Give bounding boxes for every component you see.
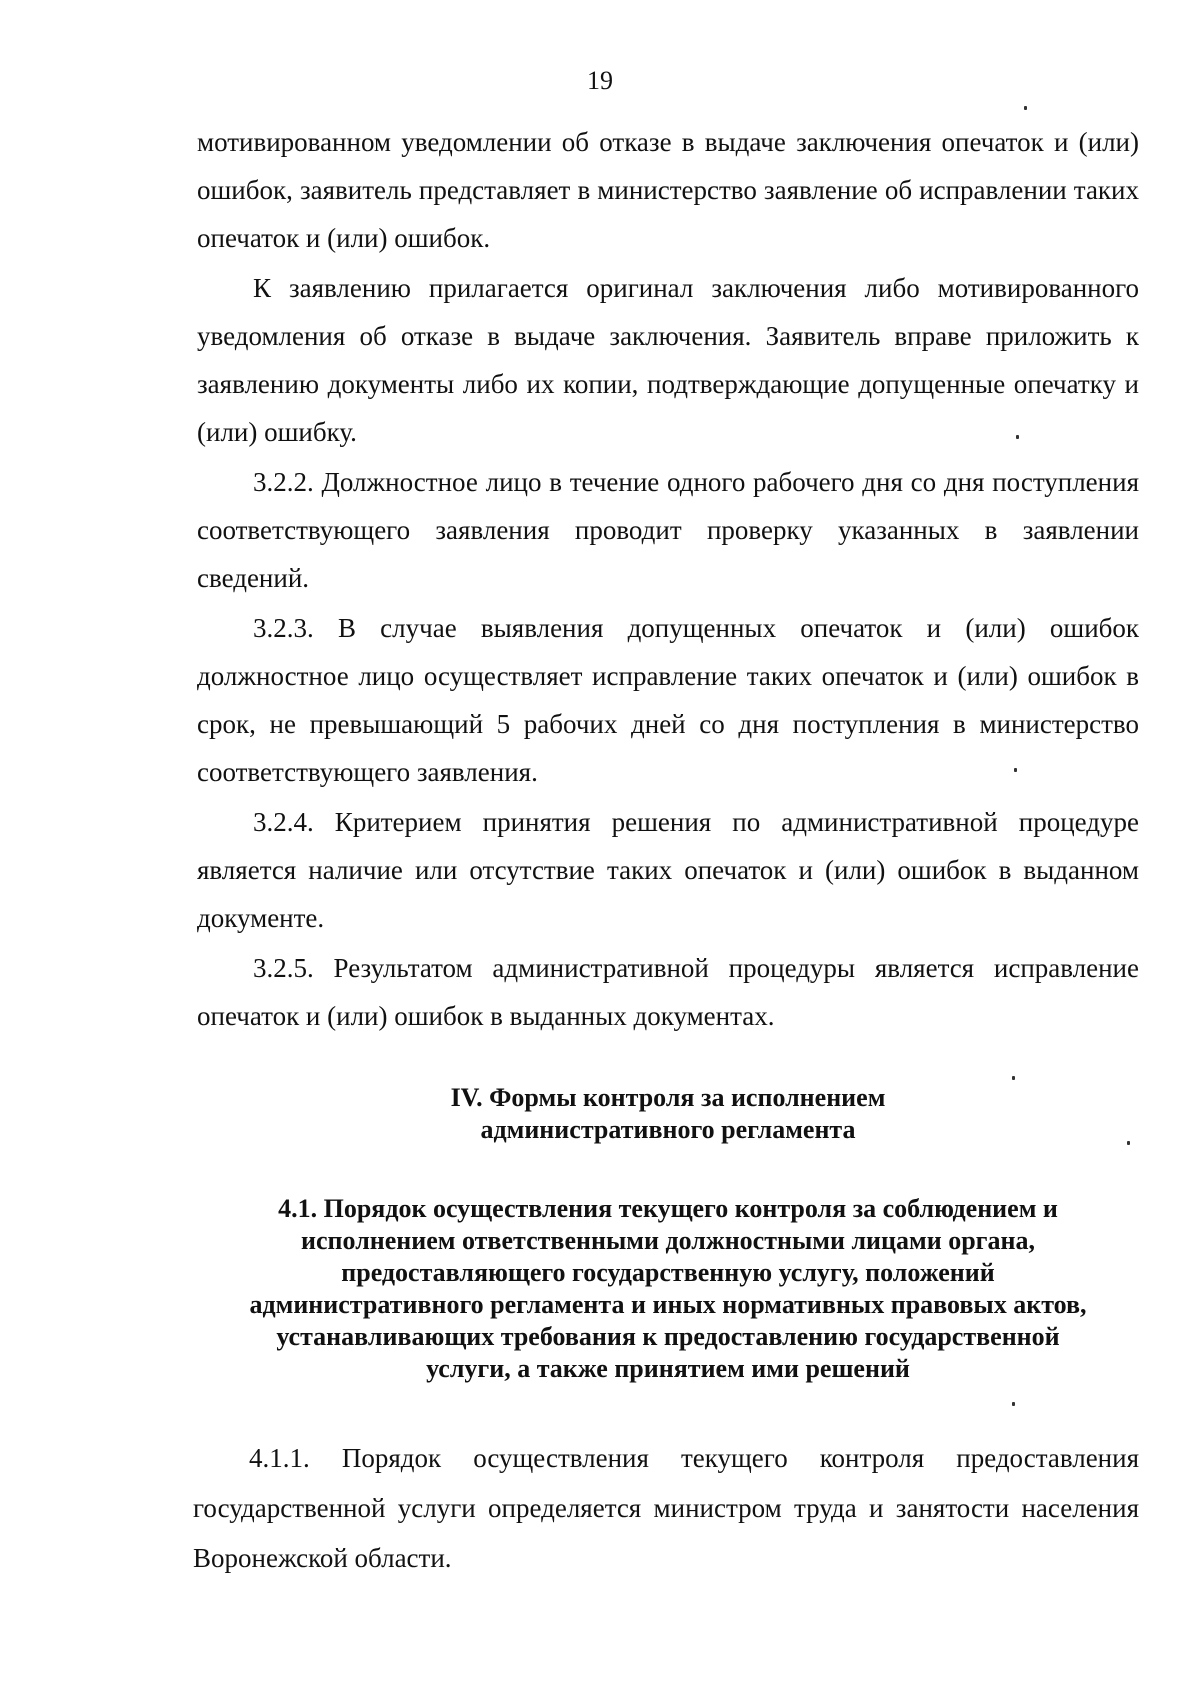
paragraph-3-2-3: 3.2.3. В случае выявления допущенных опечаток и (или) ошибок должностное лицо осуществляет исправление таких опечаток и (или) ошибок в срок, не превышающий 5 рабочих дней со дня поступления в министерство соответствующего заявления. — [197, 613, 1139, 787]
body-text — [197, 118, 1139, 1040]
subsection-heading-line: устанавливающих требования к предоставлению государственной — [276, 1322, 1060, 1351]
scan-speck — [1016, 435, 1019, 439]
subsection-heading — [197, 1193, 1139, 1385]
subsection-heading-line: предоставляющего государственную услугу, положений — [341, 1258, 995, 1287]
paragraph-3-2-2: 3.2.2. Должностное лицо в течение одного рабочего дня со дня поступления соответствующего заявления проводит проверку указанных в заявлении сведений. — [197, 467, 1139, 593]
paragraph-3-2-5: 3.2.5. Результатом административной процедуры является исправление опечаток и (или) ошибок в выданных документах. — [197, 953, 1139, 1031]
subsection-heading-line: 4.1. Порядок осуществления текущего контроля за соблюдением и — [278, 1194, 1058, 1223]
scan-speck — [1127, 1141, 1130, 1145]
scan-speck — [1012, 1402, 1015, 1406]
section-heading-line: административного регламента — [480, 1115, 856, 1144]
paragraph-4-1-1: 4.1.1. Порядок осуществления текущего контроля предоставления государственной услуги определяется министром труда и занятости населения Воронежской области. — [193, 1443, 1139, 1573]
subsection-heading-line: административного регламента и иных нормативных правовых актов, — [249, 1290, 1087, 1319]
final-text — [193, 1433, 1139, 1583]
page-number: 19 — [587, 66, 613, 95]
scan-speck — [1014, 768, 1017, 772]
scan-speck — [1012, 1076, 1015, 1080]
subsection-heading-line: услуги, а также принятием ими решений — [426, 1354, 910, 1383]
section-heading — [197, 1082, 1139, 1146]
subsection-heading-line: исполнением ответственными должностными лицами органа, — [301, 1226, 1035, 1255]
paragraph-continuation: мотивированном уведомлении об отказе в выдаче заключения опечаток и (или) ошибок, заявитель представляет в министерство заявление об исправлении таких опечаток и (или) ошибок. — [197, 127, 1139, 253]
paragraph-attachment: К заявлению прилагается оригинал заключения либо мотивированного уведомления об отказе в выдаче заключения. Заявитель вправе приложить к заявлению документы либо их копии, подтверждающие допущенные опечатку и (или) ошибку. — [197, 273, 1139, 447]
scan-speck — [1024, 106, 1027, 110]
section-heading-line: IV. Формы контроля за исполнением — [450, 1083, 886, 1112]
paragraph-3-2-4: 3.2.4. Критерием принятия решения по административной процедуре является наличие или отсутствие таких опечаток и (или) ошибок в выданном документе. — [197, 807, 1139, 933]
